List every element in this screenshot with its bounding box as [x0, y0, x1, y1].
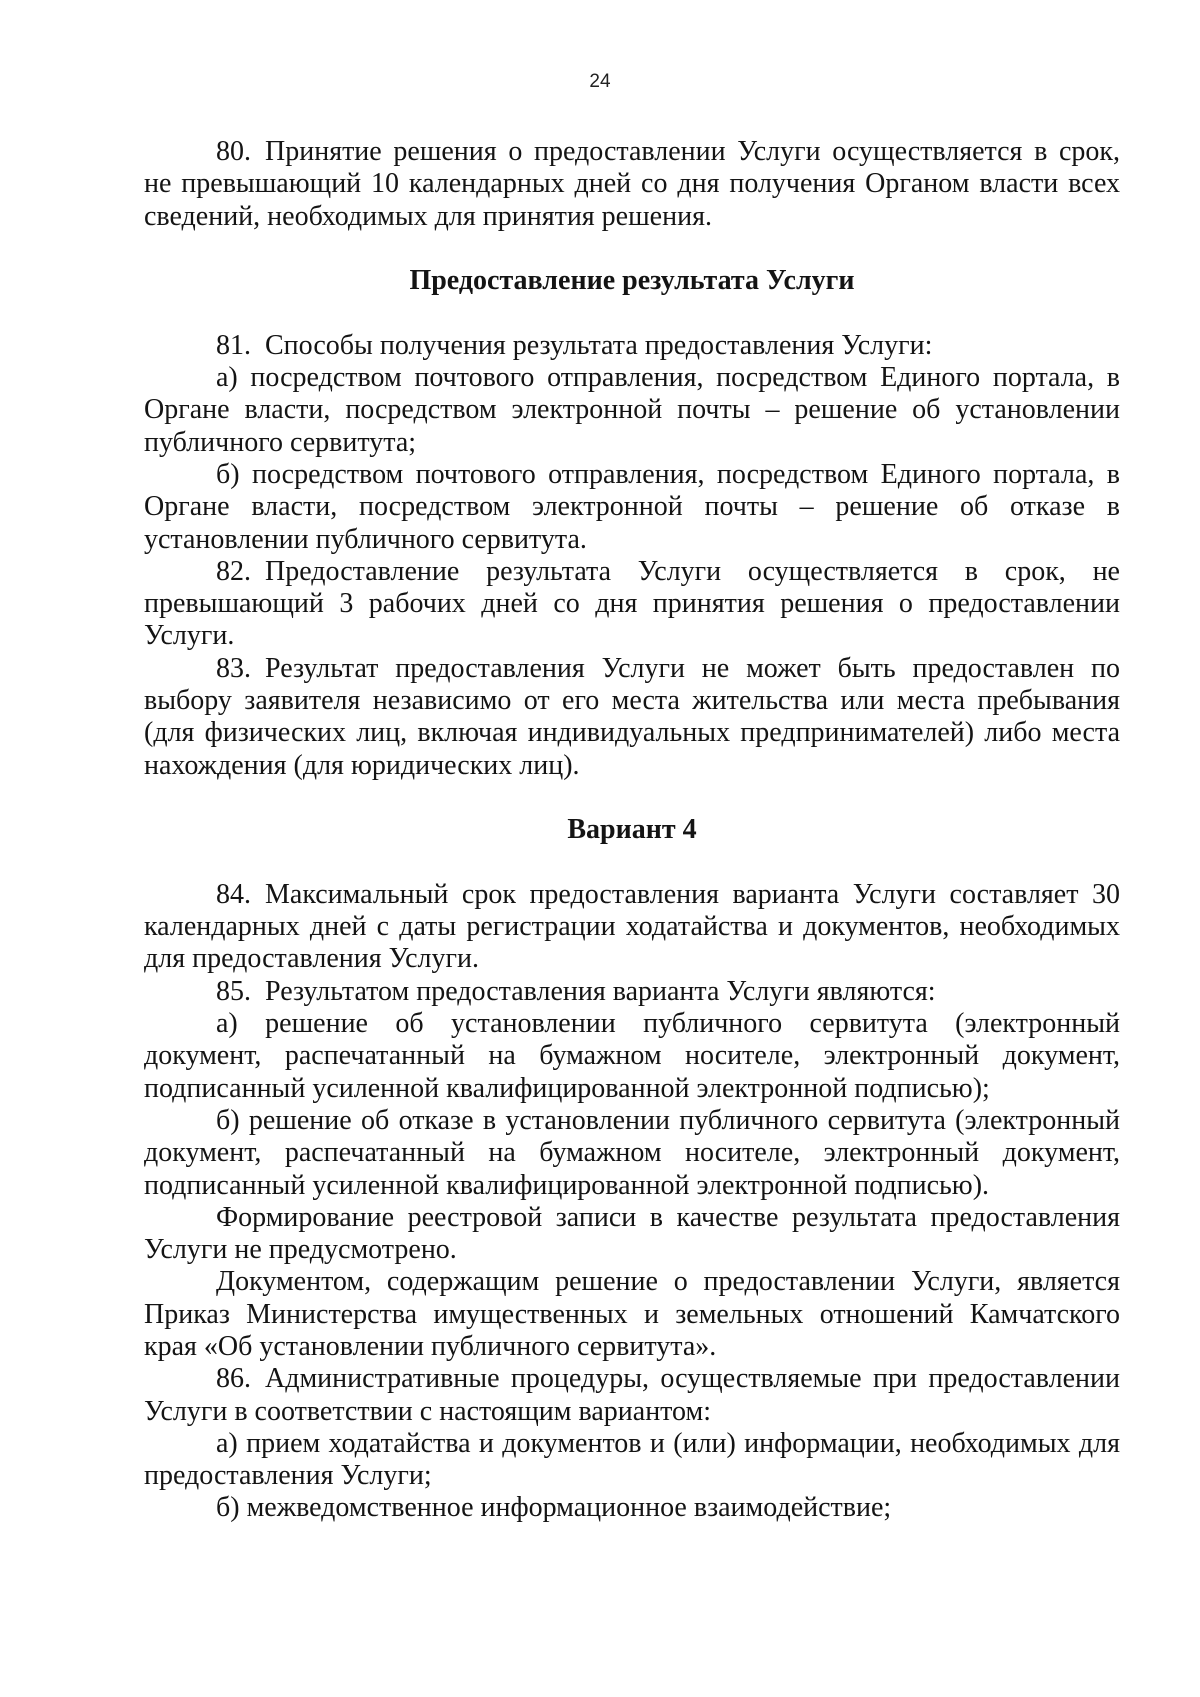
paragraph-80: 80. Принятие решения о предоставлении Услуги осуществляется в срок, не превышающий 10 календарных дней со дня получения Органом власти всех сведений, необходимых для принятия решения.	[144, 136, 1120, 232]
section-heading-result: Предоставление результата Услуги	[409, 265, 855, 297]
spacer	[144, 297, 1120, 329]
paragraph-86: 86. Административные процедуры, осуществляемые при предоставлении Услуги в соответствии с настоящим вариантом:	[144, 1363, 1120, 1427]
paragraph-81-a: а) посредством почтового отправления, посредством Единого портала, в Органе власти, посредством электронной почты – решение об установлении публичного сервитута;	[144, 362, 1120, 458]
spacer	[144, 782, 1120, 814]
document-body	[144, 136, 1120, 1525]
spacer	[144, 847, 1120, 879]
paragraph-82: 82. Предоставление результата Услуги осуществляется в срок, не превышающий 3 рабочих дней со дня принятия решения о предоставлении Услуги.	[144, 555, 1120, 652]
paragraph-85-b: б) решение об отказе в установлении публичного сервитута (электронный документ, распечатанный на бумажном носителе, электронный документ, подписанный усиленной квалифицированной электронной подписью).	[144, 1104, 1120, 1201]
paragraph-83: 83. Результат предоставления Услуги не может быть предоставлен по выбору заявителя независимо от его места жительства или места пребывания (для физических лиц, включая индивидуальных предпринимателей) либо места нахождения (для юридических лиц).	[144, 652, 1120, 781]
spacer	[144, 233, 1120, 265]
paragraph-81-b: б) посредством почтового отправления, посредством Единого портала, в Органе власти, посредством электронной почты – решение об отказе в установлении публичного сервитута.	[144, 458, 1120, 555]
paragraph-84: 84. Максимальный срок предоставления варианта Услуги составляет 30 календарных дней с даты регистрации ходатайства и документов, необходимых для предоставления Услуги.	[144, 878, 1120, 975]
paragraph-decision-document: Документом, содержащим решение о предоставлении Услуги, является Приказ Министерства имущественных и земельных отношений Камчатского края «Об установлении публичного сервитута».	[144, 1266, 1120, 1362]
paragraph-86-b: б) межведомственное информационное взаимодействие;	[216, 1492, 892, 1524]
paragraph-85: 85. Результатом предоставления варианта Услуги являются:	[216, 975, 936, 1007]
paragraph-81: 81. Способы получения результата предоставления Услуги:	[216, 329, 933, 361]
paragraph-registry-record: Формирование реестровой записи в качестве результата предоставления Услуги не предусмотрено.	[144, 1201, 1120, 1266]
page-number: 24	[589, 71, 611, 92]
paragraph-86-a: а) прием ходатайства и документов и (или) информации, необходимых для предоставления Услуги;	[144, 1427, 1120, 1492]
section-heading-variant-4: Вариант 4	[567, 814, 697, 846]
paragraph-85-a: а) решение об установлении публичного сервитута (электронный документ, распечатанный на бумажном носителе, электронный документ, подписанный усиленной квалифицированной электронной подписью);	[144, 1008, 1120, 1104]
